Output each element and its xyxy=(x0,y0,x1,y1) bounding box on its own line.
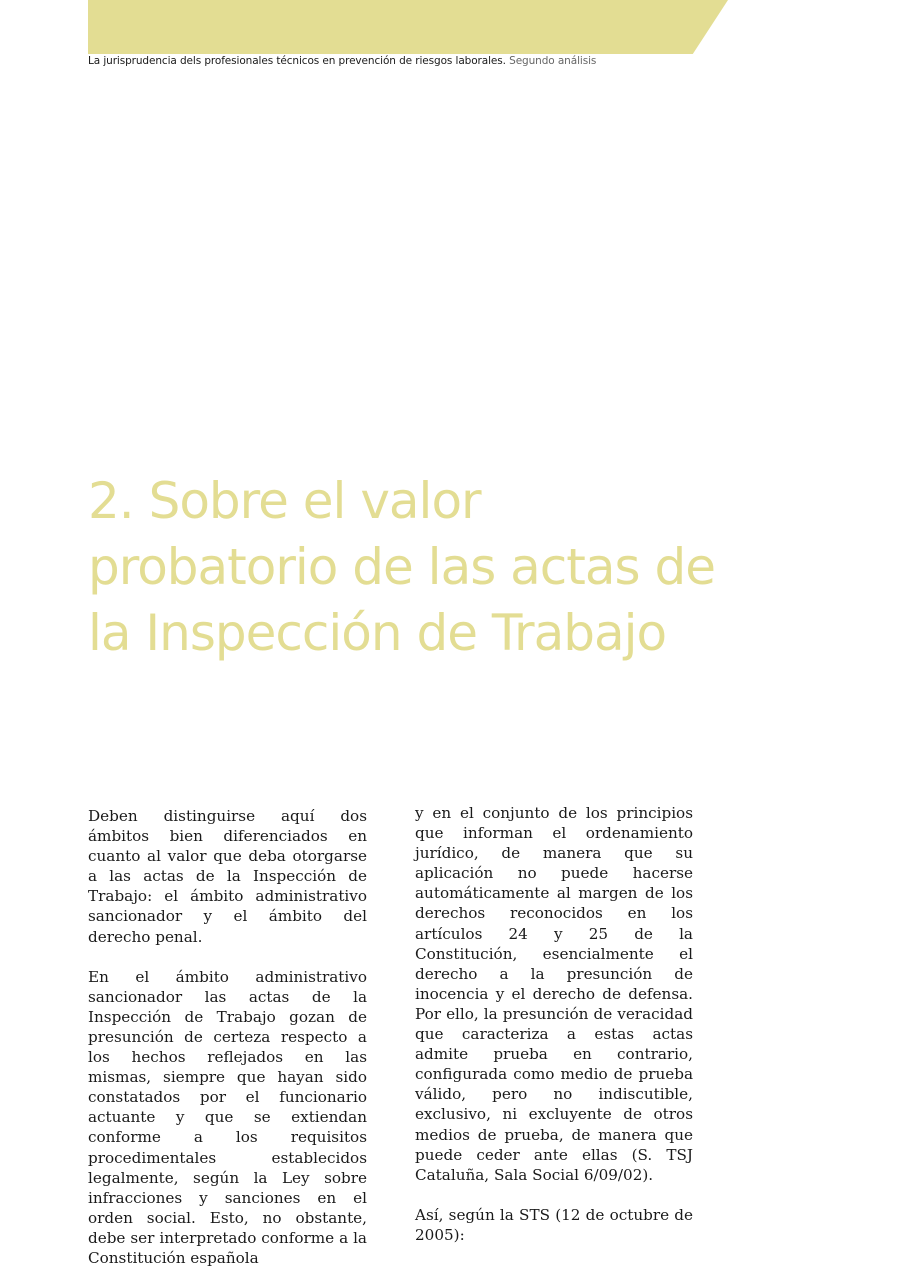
body-paragraph: Así, según la STS (12 de octubre de 2005): xyxy=(415,1205,693,1244)
body-column-right xyxy=(415,803,693,1265)
chapter-title-line-2: probatorio de las actas de xyxy=(88,538,715,596)
header-band xyxy=(88,0,728,54)
body-column-left xyxy=(88,806,367,1288)
chapter-title xyxy=(88,468,788,666)
chapter-title-line-3: la Inspección de Trabajo xyxy=(88,604,667,662)
body-paragraph: y en el conjunto de los principios que informan el ordenamiento jurídico, de manera que su aplicación no puede hacerse automáticamente al margen de los derechos reconocidos en los artículos 24 y 25 de la Constitución, esencialmente el derecho a la presunción de inocencia y el derecho de defensa. Por ello, la presunción de veracidad que caracteriza a estas actas admite prueba en contrario, configurada como medio de prueba válido, pero no indiscutible, exclusivo, ni excluyente de otros medios de prueba, de manera que puede ceder ante ellas (S. TSJ Cataluña, Sala Social 6/09/02). xyxy=(415,804,693,1184)
running-header-subtitle: Segundo análisis xyxy=(509,55,597,67)
chapter-title-line-1: 2. Sobre el valor xyxy=(88,472,481,530)
running-header-title: La jurisprudencia dels profesionales técnicos en prevención de riesgos laborales. xyxy=(88,55,506,67)
running-header xyxy=(88,55,808,67)
body-paragraph: Deben distinguirse aquí dos ámbitos bien diferenciados en cuanto al valor que deba otorgarse a las actas de la Inspección de Trabajo: el ámbito administrativo sancionador y el ámbito del derecho penal. xyxy=(88,807,367,946)
body-paragraph: En el ámbito administrativo sancionador las actas de la Inspección de Trabajo gozan de presunción de certeza respecto a los hechos reflejados en las mismas, siempre que hayan sido constatados por el funcionario actuante y que se extiendan conforme a los requisitos procedimentales establecidos legalmente, según la Ley sobre infracciones y sanciones en el orden social. Esto, no obstante, debe ser interpretado conforme a la Constitución española xyxy=(88,967,367,1267)
